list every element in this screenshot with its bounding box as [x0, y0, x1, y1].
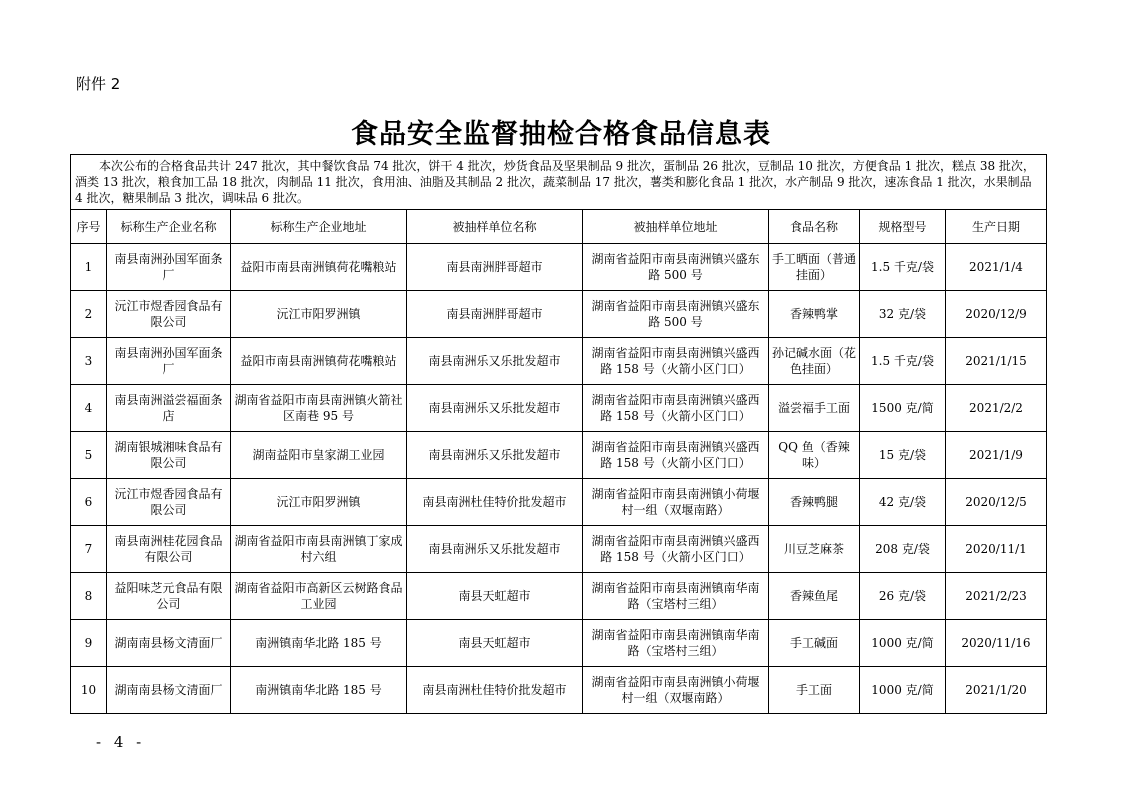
- table-row: [71, 338, 1047, 385]
- table-cell: 1000 克/简: [860, 620, 946, 667]
- table-cell: 手工晒面（普通挂面）: [769, 244, 860, 291]
- table-cell: 2021/1/20: [946, 667, 1047, 714]
- table-cell: 南县南洲杜佳特价批发超市: [407, 667, 583, 714]
- table-cell: 南县南洲乐又乐批发超市: [407, 385, 583, 432]
- table-cell: 南县南洲溢尝福面条店: [107, 385, 231, 432]
- table-cell: 5: [71, 432, 107, 479]
- table-cell: 6: [71, 479, 107, 526]
- table-cell: 2021/1/4: [946, 244, 1047, 291]
- table-cell: 湖南省益阳市南县南洲镇南华南路（宝塔村三组）: [583, 620, 769, 667]
- table-row: [71, 526, 1047, 573]
- food-inspection-table: [70, 154, 1047, 714]
- table-cell: 香辣鸭腿: [769, 479, 860, 526]
- table-cell: 2021/2/23: [946, 573, 1047, 620]
- table-cell: 32 克/袋: [860, 291, 946, 338]
- table-header-row: [71, 210, 1047, 244]
- table-cell: 1500 克/简: [860, 385, 946, 432]
- page-title: 食品安全监督抽检合格食品信息表: [351, 119, 771, 150]
- column-header: 标称生产企业名称: [107, 210, 231, 244]
- table-cell: 湖南省益阳市南县南洲镇南华南路（宝塔村三组）: [583, 573, 769, 620]
- table-cell: 湖南省益阳市南县南洲镇兴盛东路 500 号: [583, 291, 769, 338]
- table-cell: 湖南益阳市皇家湖工业园: [231, 432, 407, 479]
- table-cell: 沅江市煜香园食品有限公司: [107, 479, 231, 526]
- table-cell: 2: [71, 291, 107, 338]
- column-header: 序号: [71, 210, 107, 244]
- table-cell: 2020/12/5: [946, 479, 1047, 526]
- table-cell: 沅江市阳罗洲镇: [231, 479, 407, 526]
- column-header: 规格型号: [860, 210, 946, 244]
- table-cell: 湖南南县杨文清面厂: [107, 620, 231, 667]
- column-header: 食品名称: [769, 210, 860, 244]
- table-cell: 南县南洲乐又乐批发超市: [407, 432, 583, 479]
- column-header: 被抽样单位地址: [583, 210, 769, 244]
- table-cell: 南县南洲胖哥超市: [407, 291, 583, 338]
- table-row: [71, 479, 1047, 526]
- table-cell: 南县南洲乐又乐批发超市: [407, 526, 583, 573]
- table-cell: 3: [71, 338, 107, 385]
- table-cell: 2020/11/1: [946, 526, 1047, 573]
- table-cell: QQ 鱼（香辣味）: [769, 432, 860, 479]
- table-cell: 1.5 千克/袋: [860, 338, 946, 385]
- table-cell: 南县南洲乐又乐批发超市: [407, 338, 583, 385]
- table-cell: 南县天虹超市: [407, 620, 583, 667]
- table-cell: 湖南省益阳市南县南洲镇兴盛西路 158 号（火箭小区门口）: [583, 526, 769, 573]
- table-cell: 10: [71, 667, 107, 714]
- table-cell: 2021/1/15: [946, 338, 1047, 385]
- table-cell: 湖南南县杨文清面厂: [107, 667, 231, 714]
- table-row: [71, 385, 1047, 432]
- table-cell: 香辣鸭掌: [769, 291, 860, 338]
- table-cell: 湖南省益阳市南县南洲镇小荷堰村一组（双堰南路）: [583, 667, 769, 714]
- table-cell: 湖南省益阳市南县南洲镇丁家成村六组: [231, 526, 407, 573]
- table-cell: 孙记碱水面（花色挂面）: [769, 338, 860, 385]
- table-cell: 1000 克/简: [860, 667, 946, 714]
- table-cell: 2020/12/9: [946, 291, 1047, 338]
- table-cell: 7: [71, 526, 107, 573]
- table-cell: 手工面: [769, 667, 860, 714]
- table-cell: 2021/1/9: [946, 432, 1047, 479]
- table-cell: 南县天虹超市: [407, 573, 583, 620]
- table-cell: 手工碱面: [769, 620, 860, 667]
- table-cell: 益阳味芝元食品有限公司: [107, 573, 231, 620]
- table-cell: 1: [71, 244, 107, 291]
- table-cell: 南县南洲胖哥超市: [407, 244, 583, 291]
- table-row: [71, 432, 1047, 479]
- table-cell: 湖南省益阳市南县南洲镇兴盛西路 158 号（火箭小区门口）: [583, 432, 769, 479]
- table-cell: 湖南省益阳市南县南洲镇火箭社区南巷 95 号: [231, 385, 407, 432]
- table-cell: 沅江市阳罗洲镇: [231, 291, 407, 338]
- table-row: [71, 573, 1047, 620]
- table-cell: 南洲镇南华北路 185 号: [231, 667, 407, 714]
- table-cell: 湖南省益阳市南县南洲镇兴盛西路 158 号（火箭小区门口）: [583, 385, 769, 432]
- table-cell: 湖南省益阳市南县南洲镇小荷堰村一组（双堰南路）: [583, 479, 769, 526]
- table-cell: 42 克/袋: [860, 479, 946, 526]
- table-cell: 益阳市南县南洲镇荷花嘴粮站: [231, 244, 407, 291]
- annex-label: 附件 2: [76, 75, 121, 93]
- table-cell: 香辣鱼尾: [769, 573, 860, 620]
- table-cell: 益阳市南县南洲镇荷花嘴粮站: [231, 338, 407, 385]
- table-cell: 川豆芝麻茶: [769, 526, 860, 573]
- table-cell: 9: [71, 620, 107, 667]
- table-cell: 湖南省益阳市南县南洲镇兴盛西路 158 号（火箭小区门口）: [583, 338, 769, 385]
- table-cell: 南县南洲杜佳特价批发超市: [407, 479, 583, 526]
- table-row: [71, 244, 1047, 291]
- table-cell: 208 克/袋: [860, 526, 946, 573]
- table-cell: 南县南洲孙国军面条厂: [107, 244, 231, 291]
- table-cell: 15 克/袋: [860, 432, 946, 479]
- table-cell: 2020/11/16: [946, 620, 1047, 667]
- column-header: 被抽样单位名称: [407, 210, 583, 244]
- column-header: 标称生产企业地址: [231, 210, 407, 244]
- table-cell: 南县南洲孙国军面条厂: [107, 338, 231, 385]
- page-number: - 4 -: [96, 733, 146, 751]
- summary-text: 本次公布的合格食品共计 247 批次，其中餐饮食品 74 批次，饼干 4 批次，炒货食品及坚果制品 9 批次，蛋制品 26 批次，豆制品 10 批次，方便食品 1 批次，糕点 38 批次，酒类 13 批次，粮食加工品 18 批次，肉制品 11 批次，食用油、油脂及其制品 2 批次，蔬菜制品 17 批次，薯类和膨化食品 1 批次，水产制品 9 批次，速冻食品 1 批次，水果制品 4 批次，糖果制品 3 批次，调味品 6 批次。: [71, 155, 1047, 210]
- table-cell: 溢尝福手工面: [769, 385, 860, 432]
- table-cell: 26 克/袋: [860, 573, 946, 620]
- table-cell: 8: [71, 573, 107, 620]
- table-cell: 沅江市煜香园食品有限公司: [107, 291, 231, 338]
- table-cell: 湖南银城湘味食品有限公司: [107, 432, 231, 479]
- table-cell: 湖南省益阳市高新区云树路食品工业园: [231, 573, 407, 620]
- table-cell: 南县南洲桂花园食品有限公司: [107, 526, 231, 573]
- table-row: [71, 620, 1047, 667]
- table-cell: 湖南省益阳市南县南洲镇兴盛东路 500 号: [583, 244, 769, 291]
- table-row: [71, 667, 1047, 714]
- table-cell: 2021/2/2: [946, 385, 1047, 432]
- table-cell: 4: [71, 385, 107, 432]
- table-cell: 南洲镇南华北路 185 号: [231, 620, 407, 667]
- table-row: [71, 291, 1047, 338]
- column-header: 生产日期: [946, 210, 1047, 244]
- table-cell: 1.5 千克/袋: [860, 244, 946, 291]
